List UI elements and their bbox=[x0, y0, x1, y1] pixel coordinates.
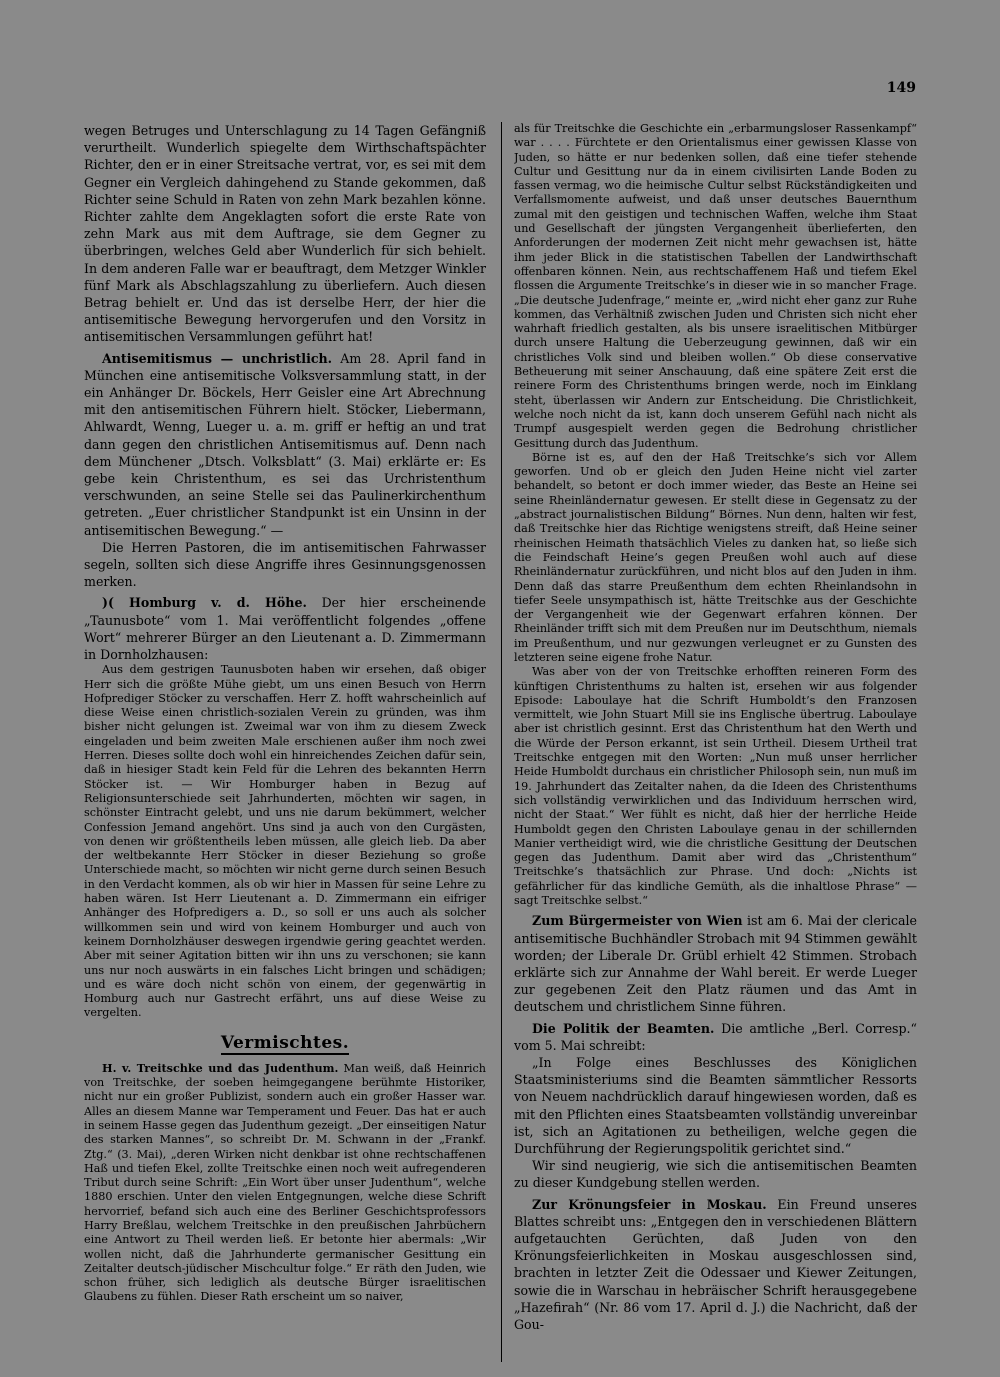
article-kroenungsfeier bbox=[514, 1196, 917, 1334]
article-antisemitismus-body: Am 28. April fand in München eine antisemitische Volksversammlung statt, in der ein Anhänger Dr. Böckels, Herr Geisler eine Art Abrechnung mit den antisemitischen Führern hielt. Stöcker, Liebermann, Ahlwardt, Wenng, Lueger u. a. m. griff er heftig an und trat dann gegen den christlichen Antisemitismus auf. Denn nach dem Münchener „Dtsch. Volksblatt“ (3. Mai) erklärte er: Es gebe kein Christenthum, es sei das Urchristenthum verschwunden, an seine Stelle sei das Paulinerkirchenthum getreten. „Euer christlicher Standpunkt ist ein Unsinn in der antisemitischen Bewegung.“ — bbox=[84, 350, 486, 538]
article-treitschke-heading: H. v. Treitschke und das Judenthum. bbox=[102, 1060, 339, 1075]
article-treitschke bbox=[84, 1061, 486, 1305]
article-antisemitismus-heading: Antisemitismus — unchristlich. bbox=[102, 350, 333, 366]
article-homburg-heading: )( Homburg v. d. Höhe. bbox=[102, 595, 307, 611]
left-column bbox=[84, 122, 486, 1362]
article-buergermeister-wien bbox=[514, 912, 917, 1015]
article-pastoren: Die Herren Pastoren, die im antisemitischen Fahrwasser segeln, sollten sich diese Angriffe ihres Gesinnungsgenossen merken. bbox=[84, 539, 486, 590]
article-buergermeister-body: ist am 6. Mai der clericale antisemitische Buchhändler Strobach mit 94 Stimmen gewählt worden; der Liberale Dr. Grübl erhielt 42 Stimmen. Strobach erklärte sich zur Annahme der Wahl bereit. Er werde Lueger zur gegebenen Zeit den Platz räumen und das Amt in deutschem und christlichem Sinne führen. bbox=[514, 913, 917, 1015]
article-treitschke-humboldt: Was aber von der von Treitschke erhofften reineren Form des künftigen Christenthums zu halten ist, ersehen wir aus folgender Episode: Laboulaye hat die Schrift Humboldt’s den Franzosen vermittelt, wie John Stuart Mill sie ins Englische übertrug. Laboulaye aber ist christlich gesinnt. Erst das Christenthum hat den Werth und die Würde der Person erkannt, ist sein Urtheil. Diesem Urtheil trat Treitschke entgegen mit den Worten: „Nun muß unser herrlicher Heide Humboldt durchaus ein christlicher Philosoph sein, nun muß im 19. Jahrhundert das Zeitalter nahen, da die Ideen des Christenthums sich vollständig verwirklichen und das Individuum herrschen wird, nicht der Staat.“ Wer fühlt es nicht, daß hier der herrliche Heide Humboldt gegen den Christen Laboulaye genau in der schillernden Manier vertheidigt wird, wie die christliche Gesittung der Deutschen gegen das Judenthum. Damit aber wird das „Christenthum“ Treitschke’s thatsächlich zur Phrase. Und doch: „Nichts ist gefährlicher für das kindliche Gemüth, als die inhaltlose Phrase“ — sagt Treitschke selbst.“ bbox=[514, 665, 917, 908]
column-divider bbox=[501, 122, 502, 1362]
article-treitschke-body: Man weiß, daß Heinrich von Treitschke, der soeben heimgegangene berühmte Historiker, nicht nur ein großer Publizist, sondern auch ein großer Hasser war. Alles an diesem Manne war Temperament und Feuer. Das hat er auch in seinem Hasse gegen das Judenthum gezeigt. „Der einseitigen Natur des starken Mannes“, so schreibt Dr. M. Schwann in der „Frankf. Ztg.“ (3. Mai), „deren Wirken nicht denkbar ist ohne rechtschaffenen Haß und tiefen Ekel, zollte Treitschke einen noch weit aufregenderen Tribut durch seine Schrift: „Ein Wort über unser Judenthum“, welche 1880 erschien. Unter den vielen Entgegnungen, welche diese Schrift hervorrief, befand sich auch eine des Berliner Geschichtsprofessors Harry Breßlau, welchem Treitschke in den preußischen Jahrbüchern eine Antwort zu Theil werden ließ. Er betonte hier abermals: „Wir wollen nicht, daß die Jahrhunderte germanischer Gesittung ein Zeitalter deutsch-jüdischer Mischcultur folge.“ Er räth den Juden, wie schon früher, sich lediglich als deutsche Bürger israelitischen Glaubens zu fühlen. Dieser Rath erscheint um so naiver, bbox=[84, 1061, 486, 1304]
article-wunderlich-continued: wegen Betruges und Unterschlagung zu 14 Tagen Gefängniß verurtheilt. Wunderlich spiegelte dem Wirthschaftspächter Richter, den er in einer Streitsache vertrat, vor, es sei mit dem Gegner ein Vergleich dahingehend zu Stande gekommen, daß Richter seine Schuld in Raten von zehn Mark bezahlen könne. Richter zahlte dem Angeklagten sofort die erste Rate von zehn Mark aus mit dem Auftrage, sie dem Gegner zu überbringen, welches Geld aber Wunderlich für sich behielt. In dem anderen Falle war er beauftragt, dem Metzger Winkler fünf Mark als Abschlagszahlung zu überliefern. Auch diesen Betrag behielt er. Und das ist derselbe Herr, der hier die antisemitische Bewegung hervorgerufen und den Vorsitz in antisemitischen Versammlungen geführt hat! bbox=[84, 123, 486, 345]
article-politik-comment: Wir sind neugierig, wie sich die antisemitischen Beamten zu dieser Kundgebung stellen werden. bbox=[514, 1158, 917, 1191]
article-homburg-body: Der hier erscheinende „Taunusbote“ vom 1. Mai veröffentlicht folgendes „offene Wort“ mehrerer Bürger an den Lieutenant a. D. Zimmermann in Dornholzhausen: bbox=[84, 595, 486, 663]
right-column bbox=[514, 122, 917, 1362]
ministry-quote: „In Folge eines Beschlusses des Königlichen Staatsministeriums sind die Beamten sämmtlicher Ressorts von Neuem nachdrücklich darauf hingewiesen worden, daß es mit den Pflichten eines Staatsbeamten vollständig unvereinbar ist, sich an Agitationen zu betheiligen, welche gegen die Durchführung der Regierungspolitik gerichtet sind.“ bbox=[514, 1054, 917, 1156]
article-politik-beamten bbox=[514, 1020, 917, 1054]
article-antisemitismus bbox=[84, 350, 486, 539]
article-buergermeister-heading: Zum Bürgermeister von Wien bbox=[532, 913, 743, 929]
article-politik-heading: Die Politik der Beamten. bbox=[532, 1020, 715, 1036]
article-treitschke-boerne: Börne ist es, auf den der Haß Treitschke’s sich vor Allem geworfen. Und ob er gleich den Juden Heine nicht viel zarter behandelt, so betont er doch immer wieder, das Beste an Heine sei seine Rheinländernatur gewesen. Er stellt diese in Gegensatz zu der „abstract journalistischen Bildung“ Börnes. Nun denn, halten wir fest, daß Treitschke hier das Richtige wenigstens streift, daß Heine seiner rheinischen Heimath thatsächlich Vieles zu danken hat, so ließe sich die Feindschaft Heine’s gegen Preußen wohl auch auf diese Rheinländernatur zurückführen, und nicht blos auf den Juden in ihm. Denn daß das starre Preußenthum dem echten Rheinlandsohn in tiefer Seele unsympathisch ist, hätte Treitschke aus der Geschichte der Vergangenheit wie der Gegenwart erfahren können. Der Rheinländer trifft sich mit dem Preußen nur im Deutschthum, niemals im Preußenthum, und nur gezwungen verleugnet er zu Gunsten des letzteren seine eigene frohe Natur. bbox=[514, 450, 917, 664]
article-treitschke-continued: als für Treitschke die Geschichte ein „erbarmungsloser Rassenkampf“ war . . . . Fürchtete er den Orientalismus einer gewissen Klasse von Juden, so hätte er nur bedenken sollen, daß eine tiefer stehende Cultur und Gesittung nur da in einem civilisirten Lande Boden zu fassen vermag, wo die heimische Cultur selbst Rückständigkeiten und Verfallsmomente aufweist, und daß unser deutsches Bauernthum zumal mit den geistigen und technischen Waffen, welche ihm Staat und Gesellschaft der jüngsten Vergangenheit überlieferten, den Anforderungen der modernen Zeit nicht mehr gewachsen ist, hätte ihm jeder Blick in die statistischen Tabellen der Landwirthschaft offenbaren können. Nein, aus rechtschaffenem Haß und tiefem Ekel flossen die Argumente Treitschke’s in dieser wie in so mancher Frage. „Die deutsche Judenfrage,“ meinte er, „wird nicht eher ganz zur Ruhe kommen, das Verhältniß zwischen Juden und Christen sich nicht eher wahrhaft friedlich gestalten, als bis unsere israelitischen Mitbürger durch unsere Haltung die Ueberzeugung gewinnen, daß wir ein christliches Volk sind und bleiben wollen.“ Ob diese conservative Betheuerung mit seiner Anschauung, daß eine spätere Zeit erst die reinere Form des Christenthums bringen werde, noch im Einklang steht, überlassen wir Andern zur Entscheidung. Die Christlichkeit, welche noch nicht da ist, kann doch unserem Gefühl nach nicht als Trumpf ausgespielt werden gegen die Bedrohung christlicher Gesittung durch das Judenthum. bbox=[514, 122, 917, 450]
article-kroenungsfeier-body: Ein Freund unseres Blattes schreibt uns: „Entgegen den in verschiedenen Blättern aufgetauchten Gerüchten, daß Juden von den Krönungsfeierlichkeiten in Moskau ausgeschlossen sind, brachten in letzter Zeit die Odessaer und Kiewer Zeitungen, sowie die in Warschau in hebräischer Schrift herausgegebene „Hazefirah“ (Nr. 86 vom 17. April d. J.) die Nachricht, daß der Gou- bbox=[514, 1196, 917, 1332]
section-heading-text: Vermischtes. bbox=[220, 1032, 350, 1053]
open-letter-quote: Aus dem gestrigen Taunusboten haben wir ersehen, daß obiger Herr sich die größte Mühe giebt, um uns einen Besuch von Herrn Hofprediger Stöcker zu verschaffen. Herr Z. hofft wahrscheinlich auf diese Weise einen christlich-sozialen Verein zu gründen, was ihm bisher nicht gelungen ist. Zweimal war von ihm zu diesem Zweck eingeladen und beim zweiten Male erschienen außer ihm noch zwei Herren. Dieses sollte doch wohl ein hinreichendes Zeichen dafür sein, daß in hiesiger Stadt kein Feld für die Lehren des bekannten Herrn Stöcker ist. — Wir Homburger haben in Bezug auf Religionsunterschiede seit Jahrhunderten, möchten wir sagen, in schönster Eintracht gelebt, und uns nie darum bekümmert, welcher Confession Jemand angehört. Uns sind ja auch von den Curgästen, von denen wir größtentheils leben müssen, alle gleich lieb. Da aber der weltbekannte Herr Stöcker in dieser Beziehung so große Unterschiede macht, so möchten wir nicht gerne durch seinen Besuch in den Verdacht kommen, als ob wir hier in Massen für seine Lehre zu haben wären. Ist Herr Lieutenant a. D. Zimmermann ein eifriger Anhänger des Hofpredigers a. D., so soll er uns auch als solcher willkommen sein und wird von keinem Homburger und auch von keinem Dornholzhäuser deswegen irgendwie gering geachtet werden. Aber mit seiner Agitation bitten wir ihn uns zu verschonen; sie kann uns nur noch auswärts in ein falsches Licht bringen und schädigen; und es wäre doch nicht schön von einem, der gegenwärtig in Homburg auch nur Gastrecht erfährt, uns auf diese Weise zu vergelten. bbox=[84, 663, 486, 1020]
article-homburg bbox=[84, 594, 486, 663]
article-politik-body: Die amtliche „Berl. Corresp.“ vom 5. Mai schreibt: bbox=[514, 1020, 917, 1053]
section-heading bbox=[84, 1033, 486, 1053]
page-number: 149 bbox=[886, 80, 916, 96]
article-kroenungsfeier-heading: Zur Krönungsfeier in Moskau. bbox=[532, 1196, 767, 1212]
